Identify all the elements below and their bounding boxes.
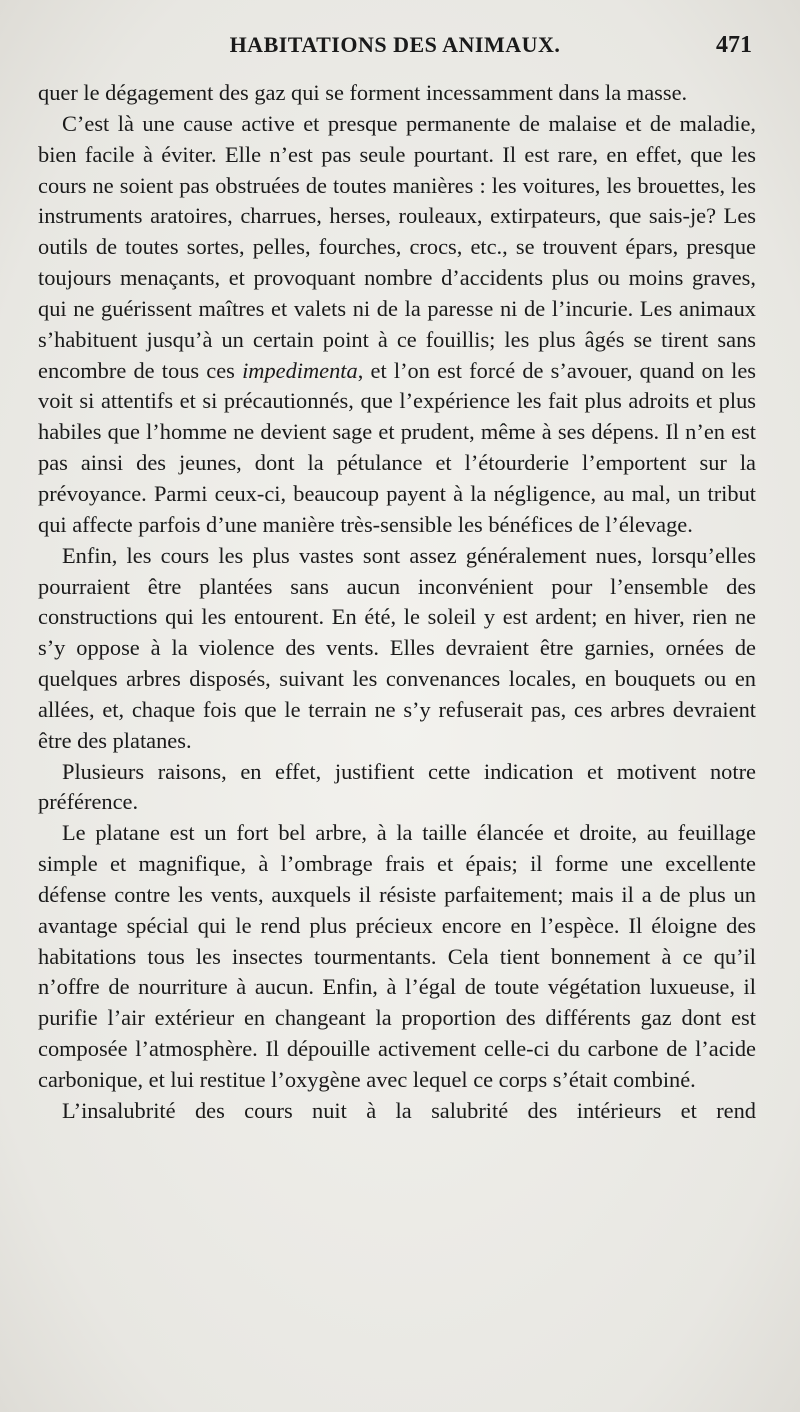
paragraph-5: Le platane est un fort bel arbre, à la taille élancée et droite, au feuillage simple et magnifique, à l’ombrage frais et épais; il forme une excellente défense contre les vents, auxquels il résiste parfaitement; mais il a de plus un avantage spécial qui le rend plus précieux encore en l’espèce. Il éloigne des habitations tous les insectes tourmentants. Cela tient bonnement à ce qu’il n’offre de nourriture à aucun. Enfin, à l’égal de toute végétation luxueuse, il purifie l’air extérieur en changeant la proportion des différents gaz dont est composée l’atmosphère. Il dépouille activement celle-ci du carbone de l’acide carbonique, et lui restitue l’oxygène avec lequel ce corps s’était combiné. xyxy=(38,820,756,1092)
paragraph-1: quer le dégagement des gaz qui se forment incessamment dans la masse. xyxy=(38,80,688,105)
paragraph-4: Plusieurs raisons, en effet, justifient cette indication et motivent notre préférence. xyxy=(38,758,756,815)
page-number: 471 xyxy=(716,32,752,58)
page-header xyxy=(38,32,752,66)
running-title: HABITATIONS DES ANIMAUX. xyxy=(229,32,561,57)
body-text xyxy=(38,78,756,1127)
paragraph-3: Enfin, les cours les plus vastes sont assez généralement nues, lorsqu’elles pourraient être plantées sans aucun inconvénient pour l’ensemble des constructions qui les entourent. En été, le soleil y est ardent; en hiver, rien ne s’y oppose à la violence des vents. Elles devraient être garnies, ornées de quelques arbres disposés, suivant les convenances locales, en bouquets ou en allées, et, chaque fois que le terrain ne s’y refuserait pas, ces arbres devraient être des platanes. xyxy=(38,542,756,753)
italic-term: impedimenta xyxy=(242,357,358,383)
paragraph-6: L’insalubrité des cours nuit à la salubrité des intérieurs et rend xyxy=(62,1097,756,1123)
paragraph-2-start: C’est là une cause active et presque permanente de malaise et de maladie, bien facile à éviter. Elle n’est pas seule pourtant. Il est rare, en effet, que les cours ne soient pas obstruées de toutes manières : les voitures, les brouettes, les instruments aratoires, charrues, herses, rouleaux, extirpateurs, que sais-je? Les outils de toutes sortes, pelles, fourches, crocs, etc., se trouvent épars, presque toujours menaçants, et provoquant nombre d’accidents plus ou moins graves, qui ne guérissent maîtres et valets ni de la paresse ni de l’incurie. Les animaux s’habituent jusqu’à un certain point à ce fouillis; les plus âgés se tirent sans encombre de tous ces xyxy=(38,110,756,383)
paragraph-2-end: , et l’on est forcé de s’avouer, quand on les voit si attentifs et si précautionnés, que l’expérience les fait plus adroits et plus habiles que l’homme ne devient sage et prudent, même à ses dépens. Il n’en est pas ainsi des jeunes, dont la pétulance et l’étourderie l’emportent sur la prévoyance. Parmi ceux-ci, beaucoup payent à la négligence, au mal, un tribut qui affecte parfois d’une manière très-sensible les bénéfices de l’élevage. xyxy=(38,357,756,537)
paragraph-2 xyxy=(38,109,756,541)
